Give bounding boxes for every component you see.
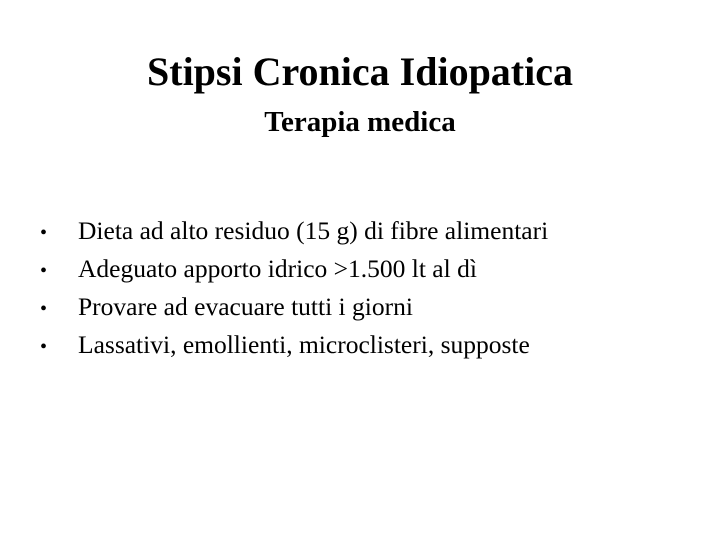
list-item (40, 250, 700, 288)
bullet-icon: • (40, 260, 48, 282)
bullet-text: Dieta ad alto residuo (15 g) di fibre alimentari (78, 216, 549, 245)
list-item (40, 326, 700, 364)
bullet-text: Lassativi, emollienti, microclisteri, supposte (78, 330, 530, 359)
bullet-icon: • (40, 336, 48, 358)
bullet-text: Adeguato apporto idrico >1.500 lt al dì (78, 254, 477, 283)
slide-subtitle: Terapia medica (264, 106, 456, 138)
bullet-icon: • (40, 222, 48, 244)
list-item (40, 212, 700, 250)
bullet-icon: • (40, 298, 48, 320)
list-item (40, 288, 700, 326)
bullet-list (40, 212, 700, 364)
slide-title: Stipsi Cronica Idiopatica (147, 49, 573, 94)
bullet-text: Provare ad evacuare tutti i giorni (78, 292, 413, 321)
